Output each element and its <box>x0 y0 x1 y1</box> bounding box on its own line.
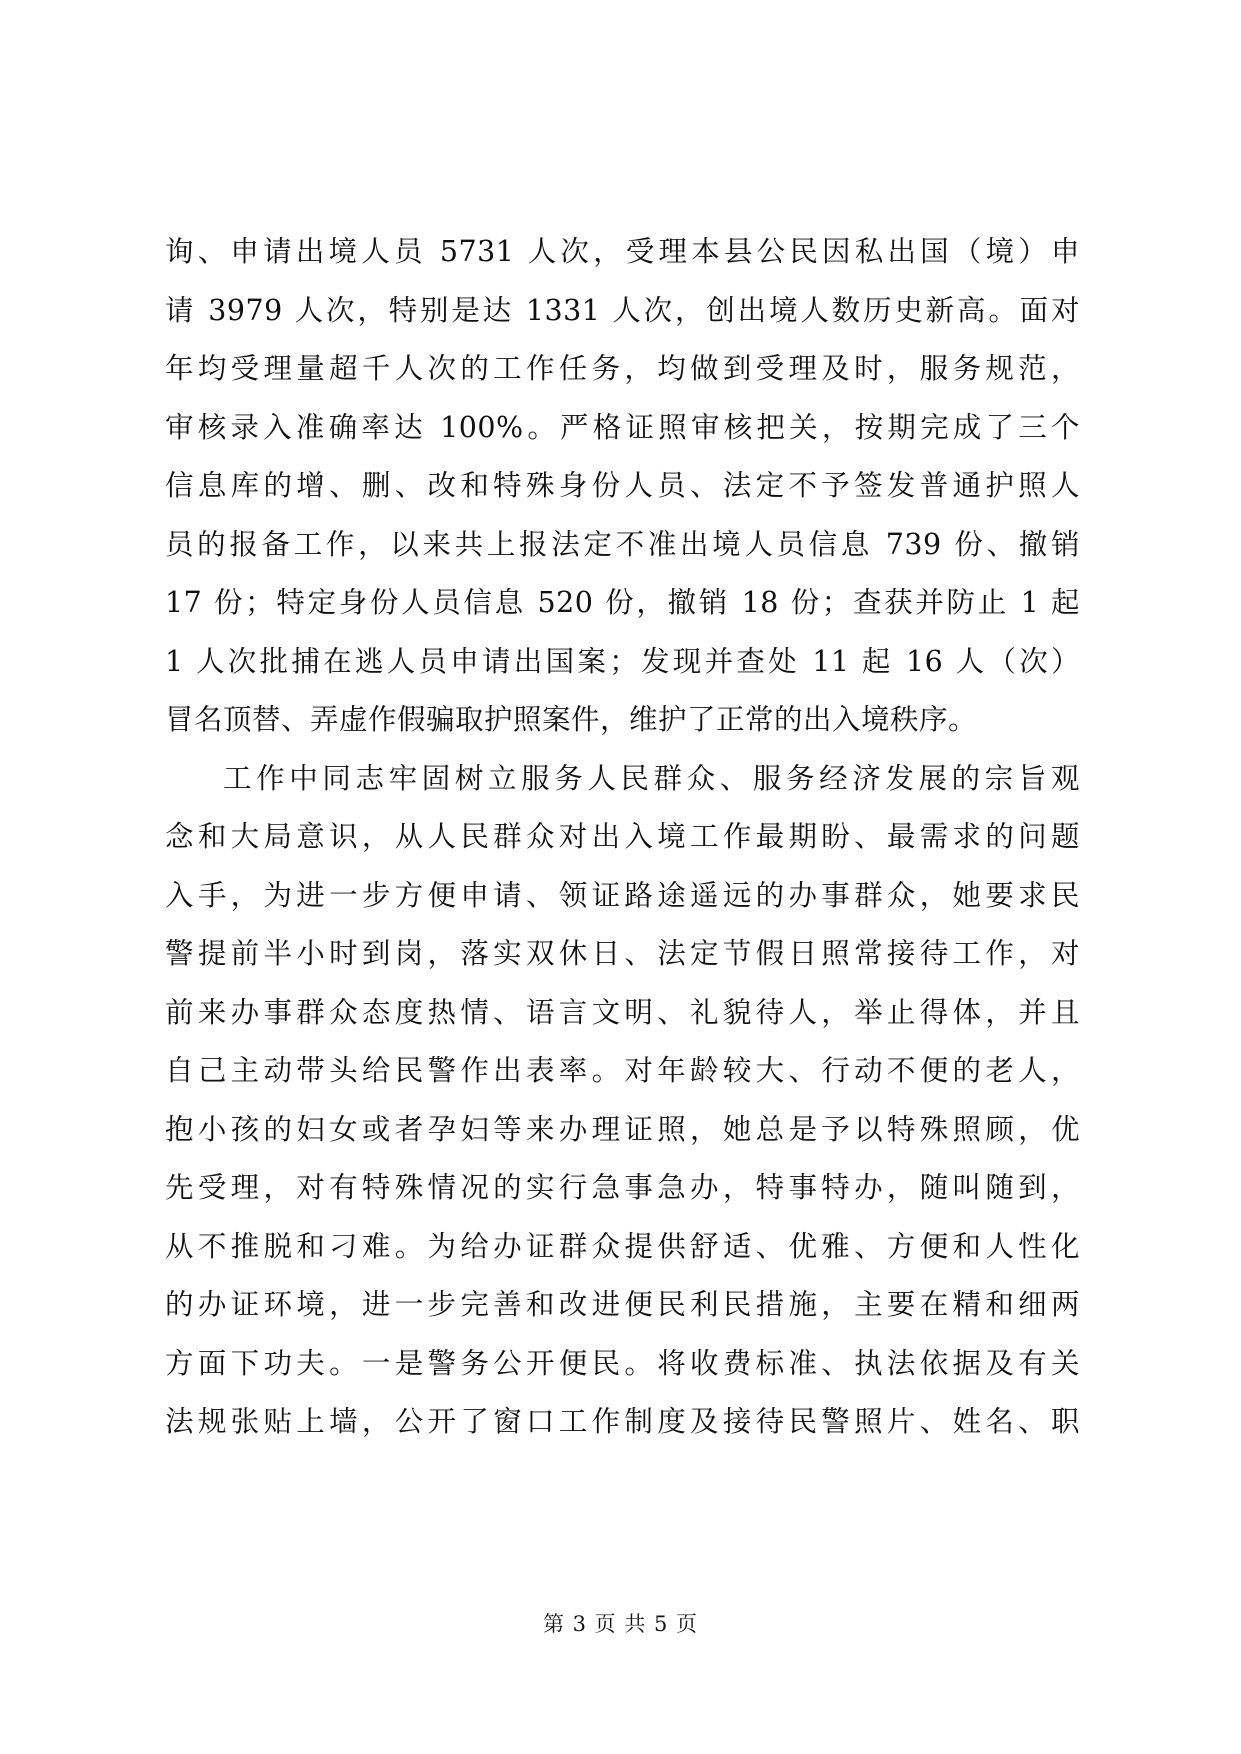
text-line: 1 人次批捕在逃人员申请出国案；发现并查处 11 起 16 人（次） <box>165 644 1080 678</box>
text-line: 前来办事群众态度热情、语言文明、礼貌待人，举止得体，并且 <box>165 995 1080 1029</box>
text-line: 从不推脱和刁难。为给办证群众提供舒适、优雅、方便和人性化 <box>165 1229 1080 1263</box>
text-line: 先受理，对有特殊情况的实行急事急办，特事特办，随叫随到， <box>165 1171 1080 1204</box>
text-line: 念和大局意识，从人民群众对出入境工作最期盼、最需求的问题 <box>165 820 1080 853</box>
text-line: 年均受理量超千人次的工作任务，均做到受理及时，服务规范， <box>165 352 1080 385</box>
body-text <box>165 223 1080 1452</box>
text-line: 自己主动带头给民警作出表率。对年龄较大、行动不便的老人， <box>165 1054 1080 1087</box>
text-line: 法规张贴上墙，公开了窗口工作制度及接待民警照片、姓名、职 <box>165 1405 1080 1438</box>
text-line: 17 份；特定身份人员信息 520 份，撤销 18 份；查获并防止 1 起 <box>165 586 1080 619</box>
text-line: 询、申请出境人员 5731 人次，受理本县公民因私出国（境）申 <box>165 235 1080 268</box>
text-line: 请 3979 人次，特别是达 1331 人次，创出境人数历史新高。面对 <box>165 293 1080 327</box>
page-number: 第 3 页 共 5 页 <box>542 1612 699 1636</box>
page-footer <box>0 1608 1241 1638</box>
text-line: 冒名顶替、弄虚作假骗取护照案件，维护了正常的出入境秩序。 <box>165 703 978 736</box>
text-line: 工作中同志牢固树立服务人民群众、服务经济发展的宗旨观 <box>223 761 1080 795</box>
text-line: 方面下功夫。一是警务公开便民。将收费标准、执法依据及有关 <box>165 1346 1080 1380</box>
text-line: 警提前半小时到岗，落实双休日、法定节假日照常接待工作，对 <box>165 937 1080 970</box>
text-line: 审核录入准确率达 100%。严格证照审核把关，按期完成了三个 <box>165 410 1080 444</box>
text-line: 的办证环境，进一步完善和改进便民利民措施，主要在精和细两 <box>165 1288 1080 1321</box>
text-line: 抱小孩的妇女或者孕妇等来办理证照，她总是予以特殊照顾，优 <box>165 1112 1080 1146</box>
text-line: 信息库的增、删、改和特殊身份人员、法定不予签发普通护照人 <box>165 469 1080 502</box>
text-line: 入手，为进一步方便申请、领证路途遥远的办事群众，她要求民 <box>165 878 1080 912</box>
text-line: 员的报备工作，以来共上报法定不准出境人员信息 739 份、撤销 <box>165 527 1080 561</box>
